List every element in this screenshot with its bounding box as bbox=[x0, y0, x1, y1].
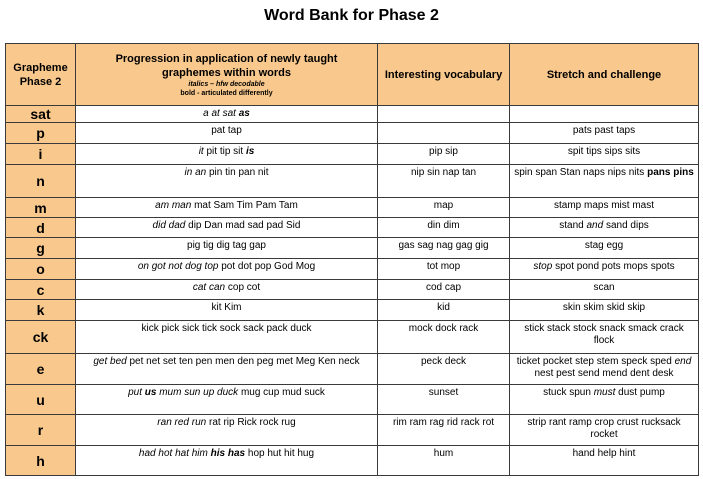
page-title: Word Bank for Phase 2 bbox=[264, 7, 439, 24]
progression-cell: it pit tip sit is bbox=[76, 144, 378, 165]
stretch-cell: spit tips sips sits bbox=[510, 144, 699, 165]
stretch-cell: stick stack stock snack smack crack flock bbox=[510, 321, 699, 354]
table-row bbox=[6, 280, 699, 300]
grapheme-cell: r bbox=[6, 415, 76, 446]
table-row bbox=[6, 321, 699, 354]
progression-cell: kick pick sick tick sock sack pack duck bbox=[76, 321, 378, 354]
grapheme-cell: ck bbox=[6, 321, 76, 354]
vocabulary-cell bbox=[378, 123, 510, 144]
stretch-cell: strip rant ramp crop crust rucksack rocket bbox=[510, 415, 699, 446]
table-row bbox=[6, 144, 699, 165]
table-row bbox=[6, 198, 699, 218]
word-bank-table bbox=[5, 43, 699, 476]
grapheme-cell: u bbox=[6, 385, 76, 415]
vocabulary-cell: mock dock rack bbox=[378, 321, 510, 354]
grapheme-cell: p bbox=[6, 123, 76, 144]
table-row bbox=[6, 385, 699, 415]
header-progression-line2: graphemes within words bbox=[162, 66, 291, 79]
table-row bbox=[6, 165, 699, 198]
progression-cell: did dad dip Dan mad sad pad Sid bbox=[76, 218, 378, 238]
progression-cell: cat can cop cot bbox=[76, 280, 378, 300]
stretch-cell: stuck spun must dust pump bbox=[510, 385, 699, 415]
stretch-cell: spin span Stan naps nips nits pans pins bbox=[510, 165, 699, 198]
vocabulary-cell: gas sag nag gag gig bbox=[378, 238, 510, 259]
grapheme-cell: e bbox=[6, 354, 76, 385]
header-vocabulary: Interesting vocabulary bbox=[378, 44, 510, 106]
grapheme-cell: o bbox=[6, 259, 76, 280]
vocabulary-cell: rim ram rag rid rack rot bbox=[378, 415, 510, 446]
progression-cell: kit Kim bbox=[76, 300, 378, 321]
stretch-cell: stand and sand dips bbox=[510, 218, 699, 238]
grapheme-cell: sat bbox=[6, 106, 76, 123]
progression-cell: am man mat Sam Tim Pam Tam bbox=[76, 198, 378, 218]
grapheme-cell: i bbox=[6, 144, 76, 165]
table-row bbox=[6, 238, 699, 259]
table-header-row bbox=[6, 44, 699, 106]
table-row bbox=[6, 123, 699, 144]
stretch-cell: ticket pocket step stem speck sped end nest pest send mend dent desk bbox=[510, 354, 699, 385]
grapheme-cell: h bbox=[6, 446, 76, 476]
stretch-cell: hand help hint bbox=[510, 446, 699, 476]
progression-cell: on got not dog top pot dot pop God Mog bbox=[76, 259, 378, 280]
vocabulary-cell: nip sin nap tan bbox=[378, 165, 510, 198]
progression-cell: ran red run rat rip Rick rock rug bbox=[76, 415, 378, 446]
vocabulary-cell: map bbox=[378, 198, 510, 218]
table-row bbox=[6, 218, 699, 238]
table-row bbox=[6, 446, 699, 476]
vocabulary-cell: cod cap bbox=[378, 280, 510, 300]
header-grapheme-line1: Grapheme bbox=[13, 61, 68, 74]
stretch-cell: scan bbox=[510, 280, 699, 300]
grapheme-cell: c bbox=[6, 280, 76, 300]
progression-cell: had hot hat him his has hop hut hit hug bbox=[76, 446, 378, 476]
vocabulary-cell: pip sip bbox=[378, 144, 510, 165]
grapheme-cell: m bbox=[6, 198, 76, 218]
header-note-bold: bold - articulated differently bbox=[180, 89, 273, 97]
table-row bbox=[6, 300, 699, 321]
vocabulary-cell: tot mop bbox=[378, 259, 510, 280]
header-grapheme-line2: Phase 2 bbox=[19, 75, 62, 88]
vocabulary-cell: peck deck bbox=[378, 354, 510, 385]
stretch-cell: stag egg bbox=[510, 238, 699, 259]
progression-cell: put us mum sun up duck mug cup mud suck bbox=[76, 385, 378, 415]
progression-cell: get bed pet net set ten pen men den peg met Meg Ken neck bbox=[76, 354, 378, 385]
vocabulary-cell bbox=[378, 106, 510, 123]
grapheme-cell: d bbox=[6, 218, 76, 238]
header-note-italics: italics – hfw decodable bbox=[188, 80, 265, 88]
progression-cell: in an pin tin pan nit bbox=[76, 165, 378, 198]
grapheme-cell: g bbox=[6, 238, 76, 259]
stretch-cell bbox=[510, 106, 699, 123]
vocabulary-cell: kid bbox=[378, 300, 510, 321]
header-progression-line1: Progression in application of newly taught bbox=[115, 52, 338, 65]
grapheme-cell: k bbox=[6, 300, 76, 321]
table-row bbox=[6, 106, 699, 123]
stretch-cell: stop spot pond pots mops spots bbox=[510, 259, 699, 280]
stretch-cell: pats past taps bbox=[510, 123, 699, 144]
progression-cell: pat tap bbox=[76, 123, 378, 144]
header-progression bbox=[76, 44, 378, 106]
stretch-cell: stamp maps mist mast bbox=[510, 198, 699, 218]
table-row bbox=[6, 354, 699, 385]
grapheme-cell: n bbox=[6, 165, 76, 198]
table-row bbox=[6, 415, 699, 446]
header-grapheme bbox=[6, 44, 76, 106]
progression-cell: a at sat as bbox=[76, 106, 378, 123]
stretch-cell: skin skim skid skip bbox=[510, 300, 699, 321]
vocabulary-cell: sunset bbox=[378, 385, 510, 415]
progression-cell: pig tig dig tag gap bbox=[76, 238, 378, 259]
table-row bbox=[6, 259, 699, 280]
vocabulary-cell: din dim bbox=[378, 218, 510, 238]
header-stretch: Stretch and challenge bbox=[510, 44, 699, 106]
vocabulary-cell: hum bbox=[378, 446, 510, 476]
